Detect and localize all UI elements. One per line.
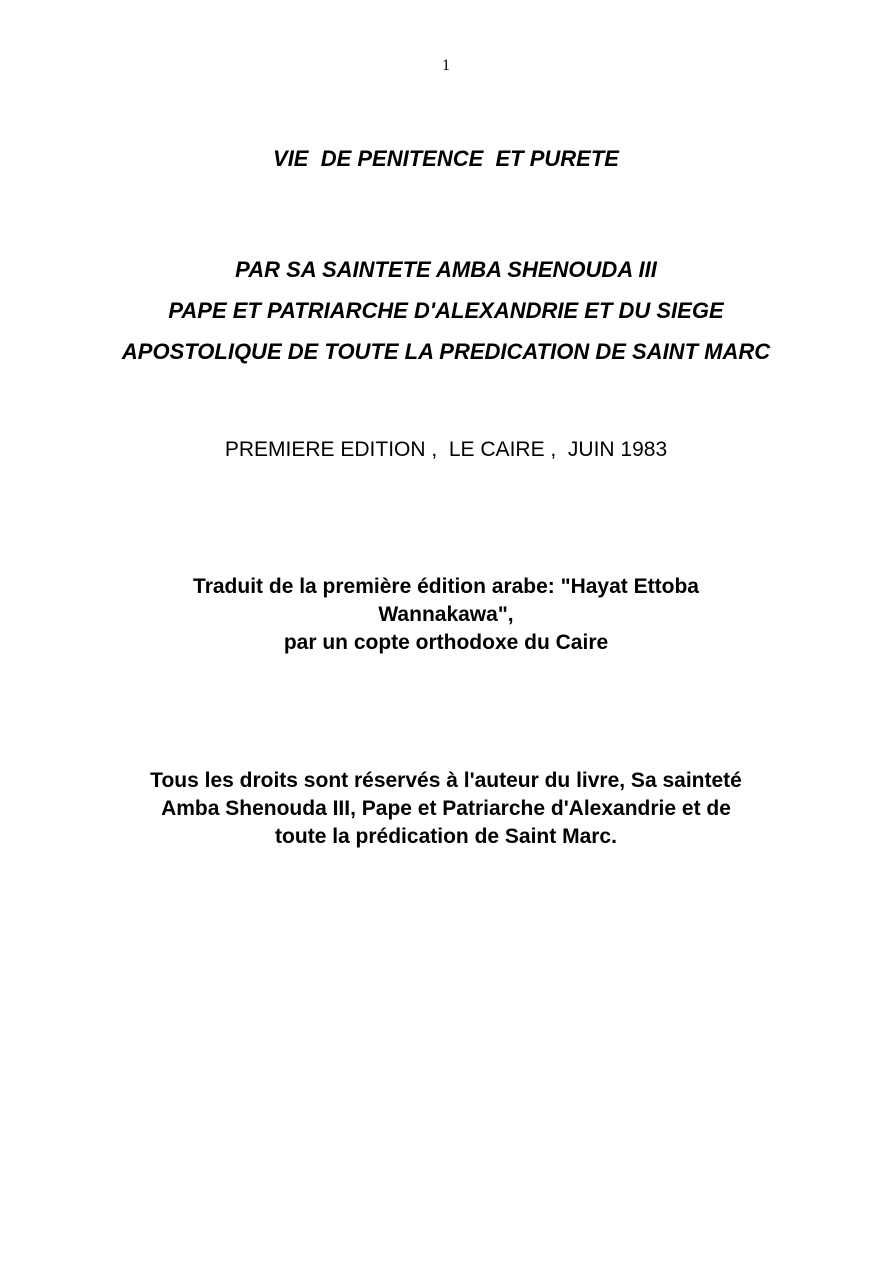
author-line: APOSTOLIQUE DE TOUTE LA PREDICATION DE SAINT MARC xyxy=(121,339,771,364)
translation-line: Traduit de la première édition arabe: "Hayat Ettoba xyxy=(193,575,699,598)
document-title: VIE DE PENITENCE ET PURETE xyxy=(273,146,619,171)
author-block xyxy=(0,256,892,379)
author-line: PAR SA SAINTETE AMBA SHENOUDA III xyxy=(235,257,657,282)
translation-note xyxy=(100,573,792,657)
rights-line: Tous les droits sont réservés à l'auteur du livre, Sa sainteté xyxy=(150,769,742,792)
author-line: PAPE ET PATRIARCHE D'ALEXANDRIE ET DU SIEGE xyxy=(168,298,724,323)
edition-info: PREMIERE EDITION , LE CAIRE , JUIN 1983 xyxy=(224,438,668,461)
rights-line: toute la prédication de Saint Marc. xyxy=(275,825,617,848)
translation-line: par un copte orthodoxe du Caire xyxy=(283,631,609,654)
translation-line: Wannakawa", xyxy=(378,603,514,626)
rights-line: Amba Shenouda III, Pape et Patriarche d'Alexandrie et de xyxy=(161,797,731,820)
page-number: 1 xyxy=(442,57,450,74)
rights-notice xyxy=(60,767,832,851)
